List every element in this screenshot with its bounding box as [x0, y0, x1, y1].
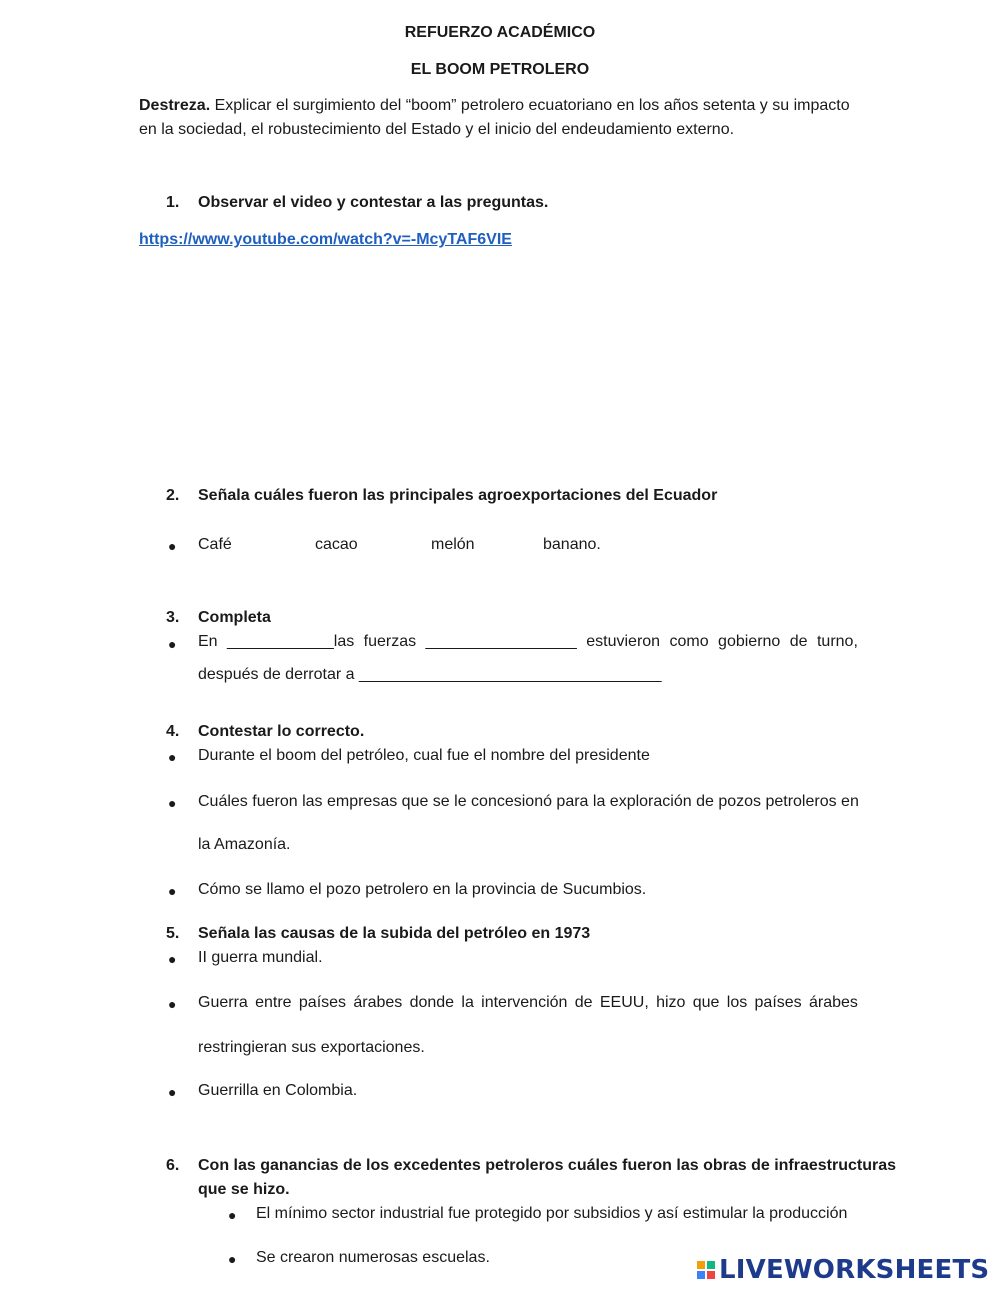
- q4-text: Contestar lo correcto.: [198, 723, 365, 740]
- q1-number: 1.: [166, 194, 180, 211]
- logo-cube-square: [707, 1271, 715, 1279]
- q3-word: estuvieron: [586, 633, 661, 650]
- q3-fill-line-1: [198, 633, 858, 651]
- bullet-icon: ●: [168, 883, 177, 899]
- logo-cube-square: [697, 1271, 705, 1279]
- q4-item-3: Cómo se llamo el pozo petrolero en la provincia de Sucumbios.: [198, 881, 647, 898]
- q1-text: Observar el video y contestar a las preguntas.: [198, 194, 549, 211]
- q5-word: EEUU,: [599, 994, 649, 1011]
- q5-word: donde: [409, 994, 455, 1011]
- q5-option-3[interactable]: Guerrilla en Colombia.: [198, 1082, 358, 1099]
- q4-item-2-cont: la Amazonía.: [198, 836, 291, 853]
- q3-word: turno,: [816, 633, 858, 650]
- q5-text: Señala las causas de la subida del petróleo en 1973: [198, 925, 591, 942]
- destreza-label: Destreza.: [139, 97, 211, 114]
- q3-blank-forces[interactable]: _________________: [425, 633, 577, 650]
- option-cafe[interactable]: Café: [198, 536, 232, 553]
- q4-item-2: Cuáles fueron las empresas que se le concesionó para la exploración de pozos petroleros en: [198, 793, 859, 810]
- q5-word: hizo: [656, 994, 686, 1011]
- q6-item-2: Se crearon numerosas escuelas.: [256, 1249, 490, 1266]
- logo-cube-square: [697, 1261, 705, 1269]
- destreza-line-1: [139, 97, 850, 115]
- q5-word: los: [726, 994, 748, 1011]
- q3-word: como: [669, 633, 709, 650]
- q5-number: 5.: [166, 925, 180, 942]
- bullet-icon: ●: [168, 749, 177, 765]
- q2-text: Señala cuáles fueron las principales agroexportaciones del Ecuador: [198, 487, 718, 504]
- q6-text: Con las ganancias de los excedentes petroleros cuáles fueron las obras de infraestructuras: [198, 1157, 897, 1174]
- bullet-icon: ●: [168, 538, 177, 554]
- destreza-text-2: en la sociedad, el robustecimiento del Estado y el inicio del endeudamiento externo.: [139, 121, 735, 138]
- logo-text: LIVEWORKSHEETS: [719, 1255, 990, 1285]
- q5-word: intervención: [481, 994, 568, 1011]
- q3-word: de: [789, 633, 808, 650]
- page-subtitle: EL BOOM PETROLERO: [410, 61, 590, 78]
- q5-word: la: [461, 994, 474, 1011]
- page-title: REFUERZO ACADÉMICO: [404, 24, 596, 41]
- q5-option-1[interactable]: II guerra mundial.: [198, 949, 323, 966]
- q3-word: fuerzas: [363, 633, 417, 650]
- q3-word: En: [198, 633, 218, 650]
- bullet-icon: ●: [168, 795, 177, 811]
- q5-word: países: [298, 994, 347, 1011]
- q3-word: gobierno: [718, 633, 781, 650]
- q5-word: que: [692, 994, 720, 1011]
- q6-number: 6.: [166, 1157, 180, 1174]
- option-melon[interactable]: melón: [431, 536, 475, 553]
- q5-word: países: [754, 994, 802, 1011]
- q5-word: entre: [255, 994, 292, 1011]
- q4-number: 4.: [166, 723, 180, 740]
- option-banano[interactable]: banano.: [543, 536, 601, 553]
- q5-word: árabes: [808, 994, 858, 1011]
- q5-option-2-cont: restringieran sus exportaciones.: [198, 1039, 425, 1056]
- q3-fill-line-2[interactable]: después de derrotar a __________________________________: [198, 666, 662, 683]
- q3-text: Completa: [198, 609, 271, 626]
- q6-item-1: El mínimo sector industrial fue protegido por subsidios y así estimular la producción: [256, 1205, 848, 1222]
- q4-item-1: Durante el boom del petróleo, cual fue el nombre del presidente: [198, 747, 650, 764]
- q5-option-2[interactable]: [198, 994, 858, 1012]
- q3-blank-year[interactable]: ____________las: [227, 633, 355, 650]
- q5-word: árabes: [353, 994, 403, 1011]
- bullet-icon: ●: [228, 1207, 237, 1223]
- q6-text-cont: que se hizo.: [198, 1181, 290, 1198]
- bullet-icon: ●: [168, 996, 177, 1012]
- bullet-icon: ●: [228, 1251, 237, 1267]
- liveworksheets-logo: [697, 1255, 989, 1285]
- option-cacao[interactable]: cacao: [315, 536, 358, 553]
- q5-word: de: [574, 994, 593, 1011]
- video-link[interactable]: https://www.youtube.com/watch?v=-McyTAF6VIE: [139, 231, 512, 248]
- q3-number: 3.: [166, 609, 180, 626]
- bullet-icon: ●: [168, 951, 177, 967]
- q2-number: 2.: [166, 487, 180, 504]
- bullet-icon: ●: [168, 636, 177, 652]
- q5-word: Guerra: [198, 994, 248, 1011]
- destreza-text-1: Explicar el surgimiento del “boom” petrolero ecuatoriano en los años setenta y su impacto: [210, 97, 850, 114]
- logo-cube-square: [707, 1261, 715, 1269]
- bullet-icon: ●: [168, 1084, 177, 1100]
- logo-cube-icon: [697, 1261, 715, 1279]
